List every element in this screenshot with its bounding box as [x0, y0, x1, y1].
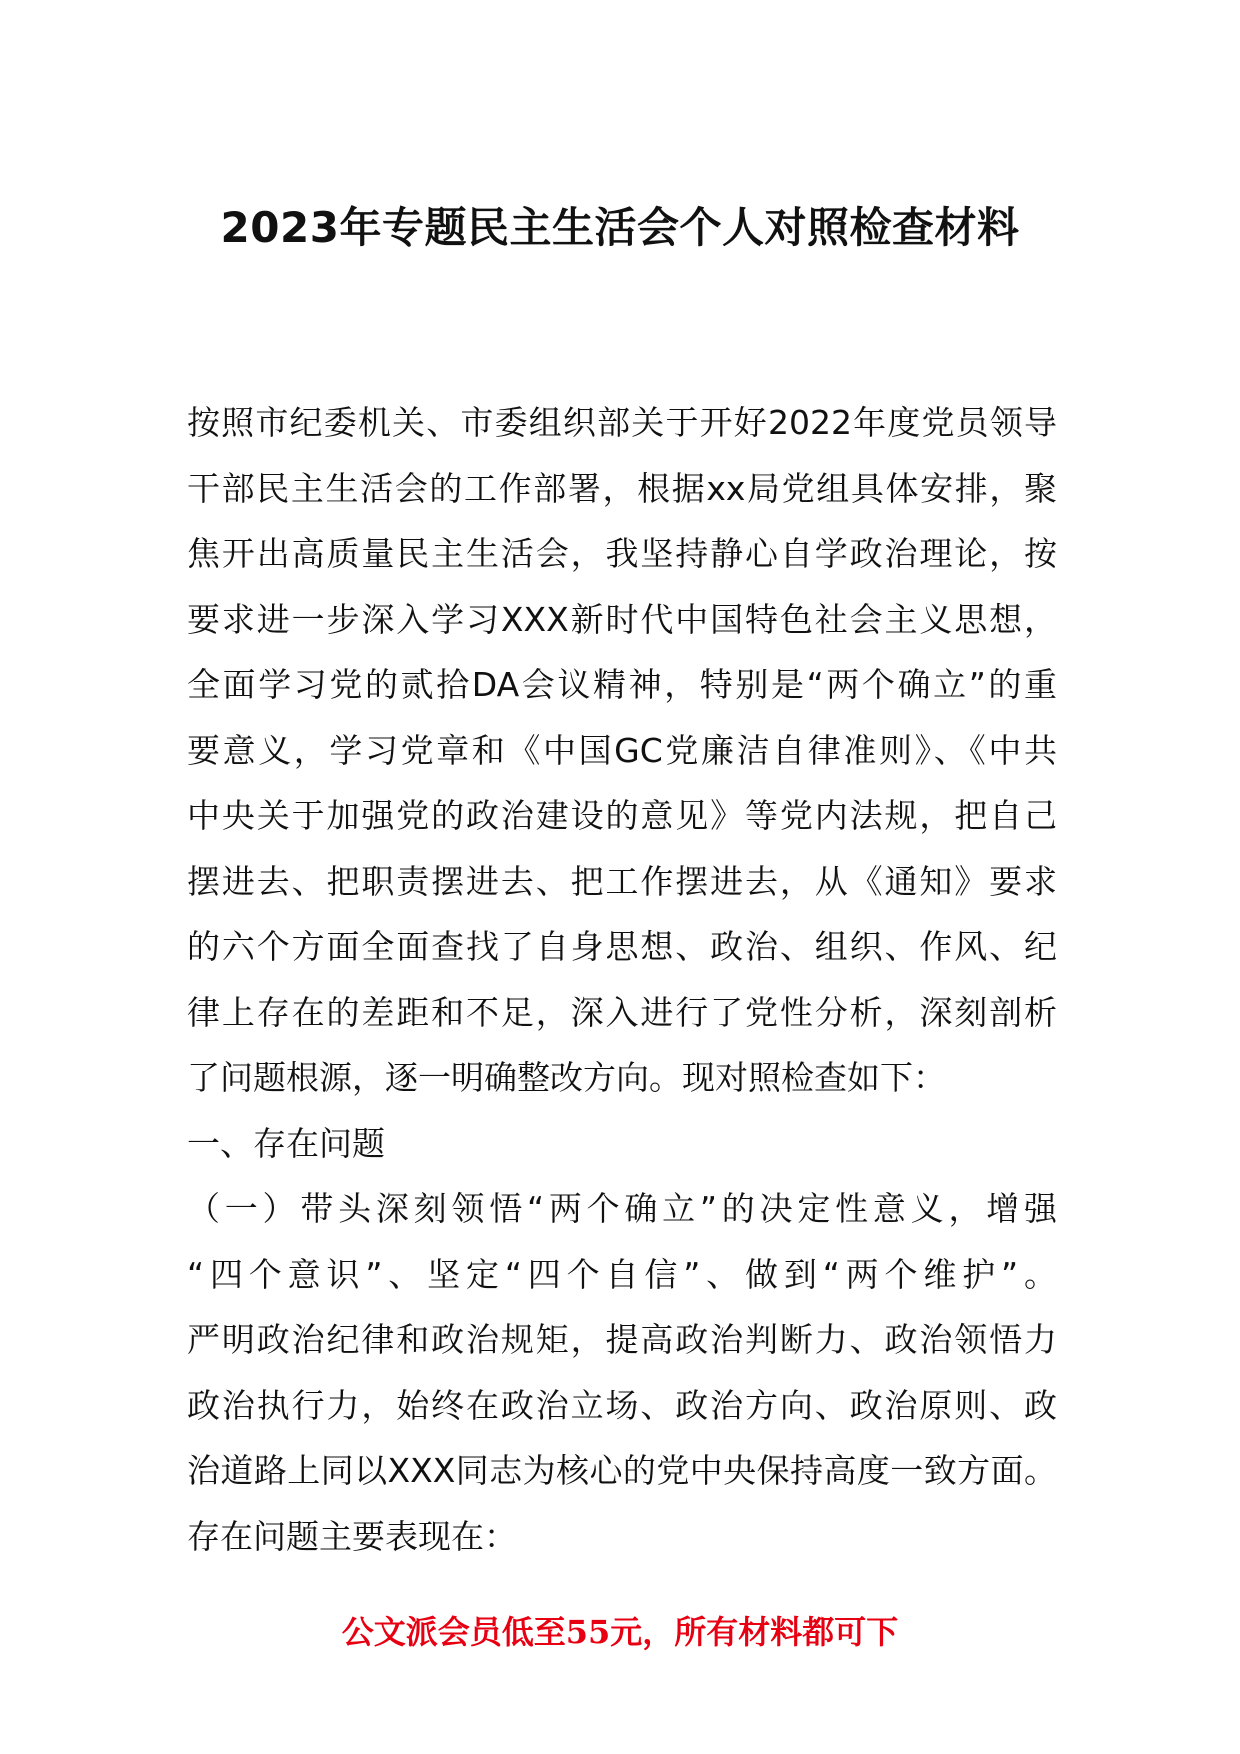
document-title: 2023年专题民主生活会个人对照检查材料: [220, 203, 1020, 252]
body-line: 摆进去、把职责摆进去、把工作摆进去，从《通知》要求: [187, 861, 1057, 901]
body-line: 按照市纪委机关、市委组织部关于开好2022年度党员领导: [187, 403, 1057, 442]
body-line: “四个意识”、坚定“四个自信”、做到“两个维护”。: [187, 1254, 1057, 1294]
body-line: 要求进一步深入学习XXX新时代中国特色社会主义思想，: [187, 599, 1057, 639]
body-line: 全面学习党的贰拾DA会议精神，特别是“两个确立”的重: [187, 665, 1057, 704]
document-body: [187, 390, 1057, 1569]
body-line: 严明政治纪律和政治规矩，提高政治判断力、政治领悟力: [187, 1320, 1057, 1359]
body-line: 焦开出高质量民主生活会，我坚持静心自学政治理论，按: [187, 534, 1057, 573]
body-line: 干部民主生活会的工作部署，根据xx局党组具体安排，聚: [187, 468, 1057, 508]
body-line: 中央关于加强党的政治建设的意见》等党内法规，把自己: [187, 796, 1057, 835]
body-line: 律上存在的差距和不足，深入进行了党性分析，深刻剖析: [187, 992, 1057, 1032]
body-line: （一）带头深刻领悟“两个确立”的决定性意义，增强: [187, 1189, 1057, 1228]
body-line: 了问题根源，逐一明确整改方向。现对照检查如下：: [187, 1058, 946, 1097]
section-heading: 一、存在问题: [187, 1123, 385, 1163]
promo-footer-note: 公文派会员低至55元，所有材料都可下: [341, 1613, 899, 1651]
body-line: 存在问题主要表现在：: [187, 1516, 517, 1556]
body-line: 要意义，学习党章和《中国GC党廉洁自律准则》、《中共: [187, 730, 1057, 770]
body-line: 治道路上同以XXX同志为核心的党中央保持高度一致方面。: [187, 1451, 1057, 1490]
body-line: 政治执行力，始终在政治立场、政治方向、政治原则、政: [187, 1385, 1057, 1425]
body-line: 的六个方面全面查找了自身思想、政治、组织、作风、纪: [187, 927, 1057, 966]
